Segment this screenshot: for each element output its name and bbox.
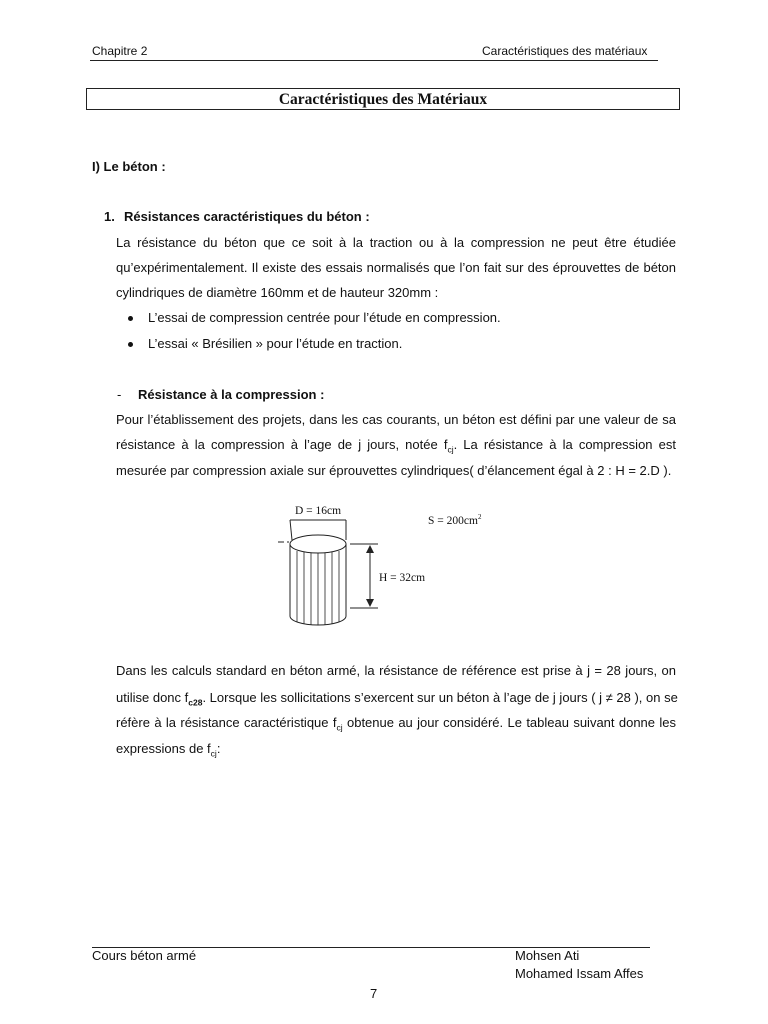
paragraph-line: Pour l’établissement des projets, dans les cas courants, un béton est défini par une valeur de sa <box>116 412 676 427</box>
section-heading-beton: I) Le béton : <box>92 159 166 174</box>
header-subject: Caractéristiques des matériaux <box>482 44 648 58</box>
cylinder-top <box>290 535 346 553</box>
cylinder-hatching <box>297 551 339 625</box>
paragraph-line: mesurée par compression axiale sur éprouvettes cylindriques( d’élancement égal à 2 : H = 2.D ). <box>116 463 672 478</box>
paragraph-line <box>116 741 676 762</box>
header-rule <box>90 60 658 61</box>
subsection-number: 1. <box>104 209 115 224</box>
page-number: 7 <box>370 986 378 1001</box>
footer-course: Cours béton armé <box>92 948 197 963</box>
subsection-heading-resistances: Résistances caractéristiques du béton : <box>124 209 370 224</box>
subscript: cj <box>336 722 343 733</box>
text-run: obtenue au jour considéré. Le tableau suivant donne les <box>342 715 676 730</box>
paragraph-line <box>116 437 676 458</box>
page-title: Caractéristiques des Matériaux <box>86 88 680 110</box>
arrowhead-icon <box>366 545 374 553</box>
diameter-label: D = 16cm <box>295 505 342 517</box>
paragraph-line <box>116 690 676 711</box>
text-run: . La résistance à la compression est <box>453 437 676 452</box>
paragraph-line: La résistance du béton que ce soit à la traction ou à la compression ne peut être étudiée <box>116 235 676 250</box>
subsection-heading-compression: Résistance à la compression : <box>138 387 325 402</box>
subscript: cj <box>210 748 217 759</box>
text-run: . Lorsque les sollicitations s’exercent sur un béton à l’age de j jours ( j ≠ 28 ), on se <box>202 690 678 705</box>
height-label: H = 32cm <box>379 572 426 584</box>
text-run: résistance à la compression à l’age de j jours, notée f <box>116 437 448 452</box>
arrowhead-icon <box>366 599 374 607</box>
subscript: c28 <box>188 697 203 708</box>
bullet-icon <box>128 342 133 347</box>
bullet-item: L’essai « Brésilien » pour l’étude en traction. <box>148 336 403 351</box>
dash-marker: - <box>117 387 122 402</box>
subscript: cj <box>447 444 454 455</box>
text-run: : <box>216 741 221 756</box>
bullet-icon <box>128 316 133 321</box>
paragraph-line: cylindriques de diamètre 160mm et de hauteur 320mm : <box>116 285 439 300</box>
paragraph-line <box>116 715 676 736</box>
header-chapter: Chapitre 2 <box>92 44 148 58</box>
bullet-item: L’essai de compression centrée pour l’étude en compression. <box>148 310 501 325</box>
footer-author: Mohamed Issam Affes <box>515 966 644 981</box>
paragraph-line: Dans les calculs standard en béton armé, la résistance de référence est prise à j = 28 jours, on <box>116 663 676 678</box>
text-run: S = 200cm <box>428 514 478 527</box>
section-area-label <box>428 513 481 527</box>
paragraph-line: qu’expérimentalement. Il existe des essais normalisés que l’on fait sur des éprouvettes de béton <box>116 260 676 275</box>
text-run: réfère à la résistance caractéristique f <box>116 715 337 730</box>
footer-author: Mohsen Ati <box>515 948 580 963</box>
text-run: utilise donc f <box>116 690 189 705</box>
text-run: expressions de f <box>116 741 211 756</box>
superscript: 2 <box>477 513 482 521</box>
dimension-line <box>290 520 292 540</box>
